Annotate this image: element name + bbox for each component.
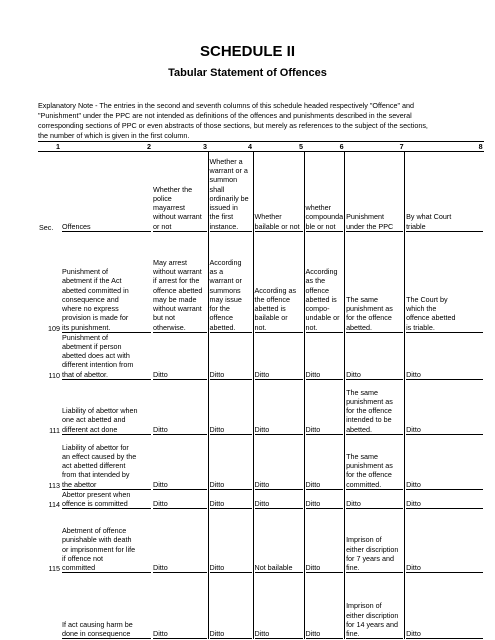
section-number xyxy=(38,232,61,333)
cell-line: compounda xyxy=(305,212,344,222)
table-cell xyxy=(253,333,304,380)
cell-line: abetted committed in xyxy=(62,285,129,295)
cell-line: Ditto xyxy=(255,629,303,639)
cell-line: offence abetted xyxy=(153,285,203,295)
page-title: SCHEDULE II xyxy=(199,43,295,60)
table-cell xyxy=(152,435,208,490)
cell-line: Abetment of offence xyxy=(62,526,127,536)
cell-line: Ditto xyxy=(210,370,252,380)
table-cell xyxy=(152,232,208,333)
cell-line: an effect caused by the xyxy=(62,451,137,461)
table-cell xyxy=(345,380,405,435)
column-header xyxy=(61,152,152,232)
cell-line: bailable or xyxy=(254,313,288,323)
table-cell xyxy=(208,435,253,490)
table-cell xyxy=(304,509,345,573)
table-row xyxy=(38,435,484,490)
table-row xyxy=(38,490,484,509)
cell-line: abetted. xyxy=(346,425,403,435)
cell-line: Ditto xyxy=(255,499,303,509)
cell-line: otherwise. xyxy=(153,323,207,333)
column-number: 4 xyxy=(208,142,253,152)
cell-line: Whether xyxy=(254,212,282,222)
cell-line: the offence xyxy=(254,294,290,304)
section-number xyxy=(38,380,61,435)
cell-line: Ditto xyxy=(306,499,344,509)
cell-line: Ditto xyxy=(406,370,483,380)
cell-line: for the offence xyxy=(346,406,392,416)
cell-line: without warrant xyxy=(153,267,202,277)
table-cell xyxy=(152,333,208,380)
cell-line: summon xyxy=(209,175,238,185)
table-cell xyxy=(405,333,484,380)
cell-line: intended to be xyxy=(346,415,392,425)
section-number xyxy=(38,333,61,380)
section-number xyxy=(38,490,61,509)
table-cell xyxy=(152,380,208,435)
cell-line: Ditto xyxy=(406,499,483,509)
cell-line: if offence not xyxy=(62,553,104,563)
page-subtitle: Tabular Statement of Offences xyxy=(168,67,327,79)
table-cell xyxy=(152,573,208,639)
table-cell xyxy=(152,490,208,509)
cell-line: compo- xyxy=(305,304,330,314)
cell-line: Ditto xyxy=(153,425,207,435)
cell-line: Ditto xyxy=(306,425,344,435)
cell-line: warrant or a xyxy=(209,166,248,176)
cell-line: Ditto xyxy=(406,480,483,490)
cell-line: The same xyxy=(346,294,379,304)
cell-line: for 7 years and xyxy=(346,553,395,563)
cell-line: instance. xyxy=(210,222,252,232)
cell-line: fine. xyxy=(346,629,403,639)
cell-line: The same xyxy=(346,451,379,461)
cell-line: as a xyxy=(209,267,224,277)
table-cell xyxy=(253,232,304,333)
cell-line: abetment if the Act xyxy=(62,276,122,286)
table-cell xyxy=(304,333,345,380)
table-cell xyxy=(208,573,253,639)
cell-line: from that intended by xyxy=(62,470,130,480)
table-cell xyxy=(253,509,304,573)
table-cell xyxy=(208,509,253,573)
cell-line: 115 xyxy=(48,563,60,573)
column-header xyxy=(304,152,345,232)
table-cell xyxy=(61,435,152,490)
table-cell xyxy=(152,509,208,573)
table-cell xyxy=(345,573,405,639)
cell-line: Ditto xyxy=(406,629,483,639)
cell-line: consequence and xyxy=(62,294,119,304)
cell-line: but not xyxy=(153,313,175,323)
cell-line: under the PPC xyxy=(346,222,403,232)
cell-line: without warrant xyxy=(153,212,202,222)
cell-line: Punishment xyxy=(346,212,385,222)
cell-line: abetted does act with xyxy=(62,351,130,361)
cell-line: Punishment of xyxy=(62,332,108,342)
cell-line: different intention from xyxy=(62,360,134,370)
section-number xyxy=(38,573,61,639)
cell-line: According xyxy=(305,267,338,277)
column-header xyxy=(208,152,253,232)
table-cell xyxy=(304,232,345,333)
table-cell xyxy=(345,435,405,490)
cell-line: Imprison of xyxy=(346,601,382,611)
cell-line: issued in xyxy=(209,203,238,213)
column-header xyxy=(253,152,304,232)
cell-line: for the offence xyxy=(346,470,392,480)
cell-line: that of abettor. xyxy=(62,370,151,380)
table-cell xyxy=(61,509,152,573)
table-cell xyxy=(253,490,304,509)
cell-line: 111 xyxy=(49,425,60,435)
cell-line: one act abetted and xyxy=(62,415,126,425)
cell-line: where no express xyxy=(62,304,119,314)
cell-line: may issue xyxy=(209,294,242,304)
cell-line: act abetted different xyxy=(62,461,126,471)
cell-line: punishment as xyxy=(346,304,393,314)
cell-line: shall xyxy=(209,184,225,194)
cell-line: the first xyxy=(209,212,234,222)
cell-line: abetted is xyxy=(254,304,286,314)
table-cell xyxy=(253,573,304,639)
cell-line: Ditto xyxy=(153,563,207,573)
cell-line: whether xyxy=(305,203,332,213)
table-cell xyxy=(304,490,345,509)
cell-line: Punishment of xyxy=(62,267,108,277)
cell-line: undable or xyxy=(305,313,340,323)
cell-line: offence xyxy=(209,313,233,323)
cell-line: bailable or not xyxy=(255,222,303,232)
note-line: Explanatory Note - The entries in the second and seventh columns of this schedule headed respectively "Offence" and xyxy=(38,101,415,110)
cell-line: Ditto xyxy=(255,480,303,490)
cell-line: Ditto xyxy=(210,480,252,490)
column-header xyxy=(152,152,208,232)
cell-line: offence is committed xyxy=(62,499,151,509)
header-row xyxy=(38,152,484,232)
cell-line: triable xyxy=(406,222,483,232)
cell-line: 109 xyxy=(48,323,60,333)
cell-line: may be made xyxy=(153,294,197,304)
cell-line: fine. xyxy=(346,563,403,573)
cell-line: police xyxy=(153,193,172,203)
note-line: "Punishment" under the PPC are not intended as definitions of the offences and punishments described in the several xyxy=(38,111,412,120)
cell-line: committed. xyxy=(346,480,403,490)
cell-line: 113 xyxy=(48,480,60,490)
column-number-row xyxy=(38,142,484,152)
cell-line: If act causing harm be xyxy=(62,619,133,629)
cell-line: ble or not xyxy=(306,222,344,232)
cell-line: Whether a xyxy=(209,157,243,167)
cell-line: 110 xyxy=(48,370,60,380)
cell-line: or imprisonment for life xyxy=(62,544,136,554)
table-row xyxy=(38,573,484,639)
cell-line: Ditto xyxy=(210,499,252,509)
cell-line: offence xyxy=(305,285,329,295)
cell-line: According as xyxy=(254,285,297,295)
table-cell xyxy=(208,490,253,509)
cell-line: which the xyxy=(406,304,437,314)
table-cell xyxy=(208,333,253,380)
cell-line: not. xyxy=(255,323,303,333)
table-cell xyxy=(405,490,484,509)
cell-line: Not bailable xyxy=(255,563,303,573)
cell-line: if arrest for the xyxy=(153,276,200,286)
table-cell xyxy=(61,380,152,435)
table-cell xyxy=(345,333,405,380)
cell-line: May arrest xyxy=(153,258,187,268)
cell-line: punishment as xyxy=(346,461,393,471)
cell-line: warrant or xyxy=(209,276,242,286)
cell-line: punishment as xyxy=(346,396,393,406)
cell-line: By what Court xyxy=(406,212,452,222)
table-row xyxy=(38,333,484,380)
cell-line: for the offence xyxy=(346,313,392,323)
cell-line: is triable. xyxy=(406,323,483,333)
cell-line: Ditto xyxy=(306,563,344,573)
cell-line: Offences xyxy=(62,222,151,232)
table-cell xyxy=(405,232,484,333)
table-row xyxy=(38,509,484,573)
cell-line: Ditto xyxy=(346,499,403,509)
cell-line: The same xyxy=(346,387,379,397)
cell-line: Abettor present when xyxy=(62,489,131,499)
cell-line: Liability of abettor for xyxy=(62,442,129,452)
cell-line: Ditto xyxy=(210,629,252,639)
cell-line: Liability of abettor when xyxy=(62,406,138,416)
table-cell xyxy=(345,490,405,509)
cell-line: Imprison of xyxy=(346,535,382,545)
table-cell xyxy=(61,333,152,380)
cell-line: Whether the xyxy=(153,184,193,194)
cell-line: According xyxy=(209,258,242,268)
table-row xyxy=(38,380,484,435)
cell-line: different act done xyxy=(62,425,151,435)
table-cell xyxy=(208,380,253,435)
table-cell xyxy=(345,509,405,573)
cell-line: Ditto xyxy=(210,563,252,573)
cell-line: abetted. xyxy=(210,323,252,333)
cell-line: Ditto xyxy=(306,480,344,490)
table-cell xyxy=(61,232,152,333)
cell-line: Ditto xyxy=(153,629,207,639)
column-number: 6 xyxy=(304,142,345,152)
section-number xyxy=(38,509,61,573)
cell-line: Ditto xyxy=(406,425,483,435)
column-header xyxy=(405,152,484,232)
cell-line: as the xyxy=(305,276,326,286)
table-cell xyxy=(61,490,152,509)
cell-line: 114 xyxy=(48,499,60,509)
note-line: corresponding sections of PPC or even abstracts of those sections, but merely as references to the subject of the sections, xyxy=(38,121,428,130)
cell-line: committed xyxy=(62,563,151,573)
column-number: 8 xyxy=(405,142,484,152)
cell-line: or not xyxy=(153,222,207,232)
table-cell xyxy=(304,380,345,435)
cell-line: abetment if person xyxy=(62,341,122,351)
cell-line: Ditto xyxy=(210,425,252,435)
cell-line: Ditto xyxy=(306,629,344,639)
cell-line: not. xyxy=(306,323,344,333)
cell-line: Ditto xyxy=(153,480,207,490)
cell-line: either discription xyxy=(346,544,399,554)
cell-line: The Court by xyxy=(406,294,448,304)
table-cell xyxy=(208,232,253,333)
cell-line: Ditto xyxy=(346,370,403,380)
column-number: 3 xyxy=(152,142,208,152)
cell-line: abetted is xyxy=(305,294,337,304)
table-cell xyxy=(405,573,484,639)
column-number: 5 xyxy=(253,142,304,152)
column-number: 1 xyxy=(38,142,61,152)
cell-line: punishable with death xyxy=(62,535,132,545)
table-row xyxy=(38,232,484,333)
cell-line: Ditto xyxy=(153,370,207,380)
table-cell xyxy=(405,435,484,490)
cell-line: for 14 years and xyxy=(346,619,399,629)
offences-table xyxy=(38,141,484,639)
cell-line: offence abetted xyxy=(406,313,456,323)
table-cell xyxy=(253,380,304,435)
cell-line: Sec. xyxy=(39,222,54,232)
cell-line: mayarrest xyxy=(153,203,185,213)
cell-line: done in consequence xyxy=(62,629,151,639)
cell-line: for the xyxy=(209,304,230,314)
cell-line: Ditto xyxy=(255,425,303,435)
cell-line: provision is made for xyxy=(62,313,129,323)
table-cell xyxy=(253,435,304,490)
table-cell xyxy=(304,435,345,490)
table-cell xyxy=(304,573,345,639)
cell-line: either discription xyxy=(346,610,399,620)
section-number xyxy=(38,435,61,490)
cell-line: the abettor xyxy=(62,480,151,490)
column-header xyxy=(38,152,61,232)
cell-line: Ditto xyxy=(406,563,483,573)
cell-line: Ditto xyxy=(255,370,303,380)
cell-line: abetted. xyxy=(346,323,403,333)
table-cell xyxy=(61,573,152,639)
column-number: 7 xyxy=(345,142,405,152)
table-cell xyxy=(405,509,484,573)
cell-line: its punishment. xyxy=(62,323,151,333)
cell-line: summons xyxy=(209,285,241,295)
column-number: 2 xyxy=(61,142,152,152)
cell-line: ordinarily be xyxy=(209,193,249,203)
cell-line: without warrant xyxy=(153,304,202,314)
column-header xyxy=(345,152,405,232)
explanatory-note xyxy=(38,101,483,141)
table-cell xyxy=(405,380,484,435)
table-cell xyxy=(345,232,405,333)
cell-line: Ditto xyxy=(153,499,207,509)
cell-line: Ditto xyxy=(306,370,344,380)
note-line: the number of which is given in the first column. xyxy=(38,131,190,140)
